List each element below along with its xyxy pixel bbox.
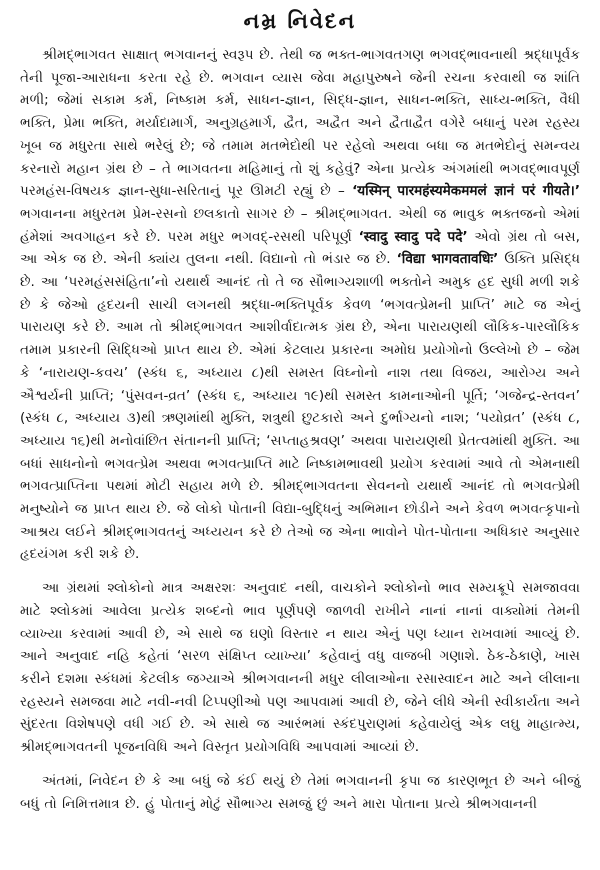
body-text — [20, 44, 580, 815]
paragraph — [20, 44, 580, 566]
sanskrit-quote: ‘विद्या भागवतावधिः’ — [396, 251, 499, 268]
text-segment: એવો ગ્રંથ તો બસ, આ એક જ છે. એની ક્યાંય તુલના નથી. વિદ્યાનો તો ભંડાર જ છે. — [20, 228, 580, 268]
page-title: નમ્ર નિવેદન — [243, 9, 357, 33]
text-segment: ભગવાનના મધુરતમ પ્રેમ-રસનો છલકાતો સાગર છે – શ્રીમદ્ભાગવત. એથી જ ભાવુક ભક્તજનો એમાં હંમેશાં અવગાહન કરે છે. પરમ મધુર ભગવદ્-રસથી પરિપૂર્ણ — [20, 205, 580, 245]
sanskrit-quote: ‘यस्मिन् पारमहंस्यमेकममलं ज्ञानं परं गीयते।’ — [352, 183, 580, 200]
paragraph — [20, 577, 580, 759]
sanskrit-quote: ‘स्वादु स्वादु पदे पदे’ — [358, 228, 468, 245]
text-segment: ઉક્તિ પ્રસિદ્ધ છે. આ ‘પરમહંસસંહિતા’નો યથાર્થ આનંદ તો તે જ સૌભાગ્યશાળી ભક્તોને અમુક હદ સુધી મળી શકે છે કે જેઓ હૃદયની સાચી લગનથી શ્રદ્ધા-ભક્તિપૂર્વક કેવળ ‘ભગવત્પ્રેમની પ્રાપ્તિ’ માટે જ એનું પારાયણ કરે છે. આમ તો શ્રીમદ્ભાગવત આશીર્વાદાત્મક ગ્રંથ છે, એના પારાયણથી લૌકિક-પારલૌકિક તમામ પ્રકારની સિદ્ધિઓ પ્રાપ્ત થાય છે. એમાં કેટલાય પ્રકારના અમોઘ પ્રયોગોનો ઉલ્લેખો છે – જેમ કે ‘નારાયણ-કવચ’ (સ્કંધ ૬, અધ્યાય ૮)થી સમસ્ત વિઘ્નોનો નાશ તથા વિજય, આરોગ્ય અને ઐશ્વર્યની પ્રાપ્તિ; ‘પુંસવન-વ્રત’ (સ્કંધ ૬, અધ્યાય ૧૯)થી સમસ્ત કામનાઓની પૂર્તિ; ‘ગજેન્દ્ર-સ્તવન’ (સ્કંધ ૮, અધ્યાય ૩)થી ઋણમાંથી મુક્તિ, શત્રુથી છુટકારો અને દુર્ભાગ્યનો નાશ; ‘પયોવ્રત’ (સ્કંધ ૮, અધ્યાય ૧૬)થી મનોવાંછિત સંતાનની પ્રાપ્તિ; ‘સપ્તાહશ્રવણ’ અથવા પારાયણથી પ્રેતત્વમાંથી મુક્તિ. આ બધાં સાધનોનો ભગવત્પ્રેમ અથવા ભગવત્પ્રાપ્તિ માટે નિષ્કામભાવથી પ્રયોગ કરવામાં આવે તો એમનાથી ભગવત્પ્રાપ્તિના પથમાં મોટી સહાય મળે છે. શ્રીમદ્ભાગવતના સેવનનો યથાર્થ આનંદ તો ભગવત્પ્રેમી મનુષ્યોને જ પ્રાપ્ત થાય છે. જે લોકો પોતાની વિદ્યા-બુદ્ધિનું અભિમાન છોડીને અને કેવળ ભગવત્કૃપાનો આશ્રય લઈને શ્રીમદ્ભાગવતનું અધ્યયન કરે છે તેઓ જ એના ભાવોને પોત-પોતાના અધિકાર અનુસાર હૃદયંગમ કરી શકે છે. — [20, 251, 580, 563]
text-segment: આ ગ્રંથમાં શ્લોકોનો માત્ર અક્ષરશઃ અનુવાદ નથી, વાચકોને શ્લોકોનો ભાવ સમ્યક્રૂપે સમજાવવા માટે શ્લોકમાં આવેલા પ્રત્યેક શબ્દનો ભાવ પૂર્ણપણે જાળવી રાખીને નાનાં નાનાં વાક્યોમાં તેમની વ્યાખ્યા કરવામાં આવી છે, એ સાથે જ ઘણો વિસ્તાર ન થાય એનું પણ ધ્યાન રાખવામાં આવ્યું છે. આને અનુવાદ નહિ કહેતાં ‘સરળ સંક્ષિપ્ત વ્યાખ્યા’ કહેવાનું વધુ વાજબી ગણાશે. ઠેક-ઠેકાણે, ખાસ કરીને દશમા સ્કંધમાં કેટલીક જગ્યાએ શ્રીભગવાનની મધુર લીલાઓના રસાસ્વાદન માટે અને લીલાના રહસ્યને સમજવા માટે નવી-નવી ટિપ્પણીઓ પણ આપવામાં આવી છે, જેને લીધે એની સ્વીકાર્યતા અને સુંદરતા વિશેષપણે વધી ગઈ છે. એ સાથે જ આરંભમાં સ્કંદપુરાણમાં કહેવાયેલું એક લઘુ માહાત્મ્ય, શ્રીમદ્ભાગવતની પૂજનવિધિ અને વિસ્તૃત પ્રયોગવિધિ આપવામાં આવ્યાં છે. — [20, 580, 580, 756]
paragraph — [20, 770, 580, 815]
text-segment: અંતમાં, નિવેદન છે કે આ બધું જે કંઈ થયું છે તેમાં ભગવાનની કૃપા જ કારણભૂત છે અને બીજું બધું તો નિમિત્તમાત્ર છે. હું પોતાનું મોટું સૌભાગ્ય સમજું છું અને મારા પોતાના પ્રત્યે શ્રીભગવાનની — [20, 772, 580, 812]
text-segment: શ્રીમદ્ભાગવત સાક્ષાત્ ભગવાનનું સ્વરૂપ છે. તેથી જ ભક્ત-ભાગવતગણ ભગવદ્ભાવનાથી શ્રદ્ધાપૂર્વક તેની પૂજા-આરાધના કરતા રહે છે. ભગવાન વ્યાસ જેવા મહાપુરુષને જેની રચના કરવાથી જ શાંતિ મળી; જેમાં સકામ કર્મ, નિષ્કામ કર્મ, સાધન-જ્ઞાન, સિદ્ધ-જ્ઞાન, સાધન-ભક્તિ, સાધ્ય-ભક્તિ, વૈધી ભક્તિ, પ્રેમા ભક્તિ, મર્યાદામાર્ગ, અનુગ્રહમાર્ગ, દ્વૈત, અદ્વૈત અને દ્વૈતાદ્વૈત વગેરે બધાનું પરમ રહસ્ય ખૂબ જ મધુરતા સાથે ભરેલું છે; જે તમામ મતભેદોથી પર રહેલો અથવા બધા જ મતભેદોનું સમન્વય કરનારો મહાન ગ્રંથ છે – તે ભાગવતના મહિમાનું તો શું કહેવું? એના પ્રત્યેક અંગમાંથી ભગવદ્ભાવપૂર્ણ પરમહંસ-વિષયક જ્ઞાન-સુધા-સરિતાનું પૂર ઊમટી રહ્યું છે – — [20, 47, 580, 200]
